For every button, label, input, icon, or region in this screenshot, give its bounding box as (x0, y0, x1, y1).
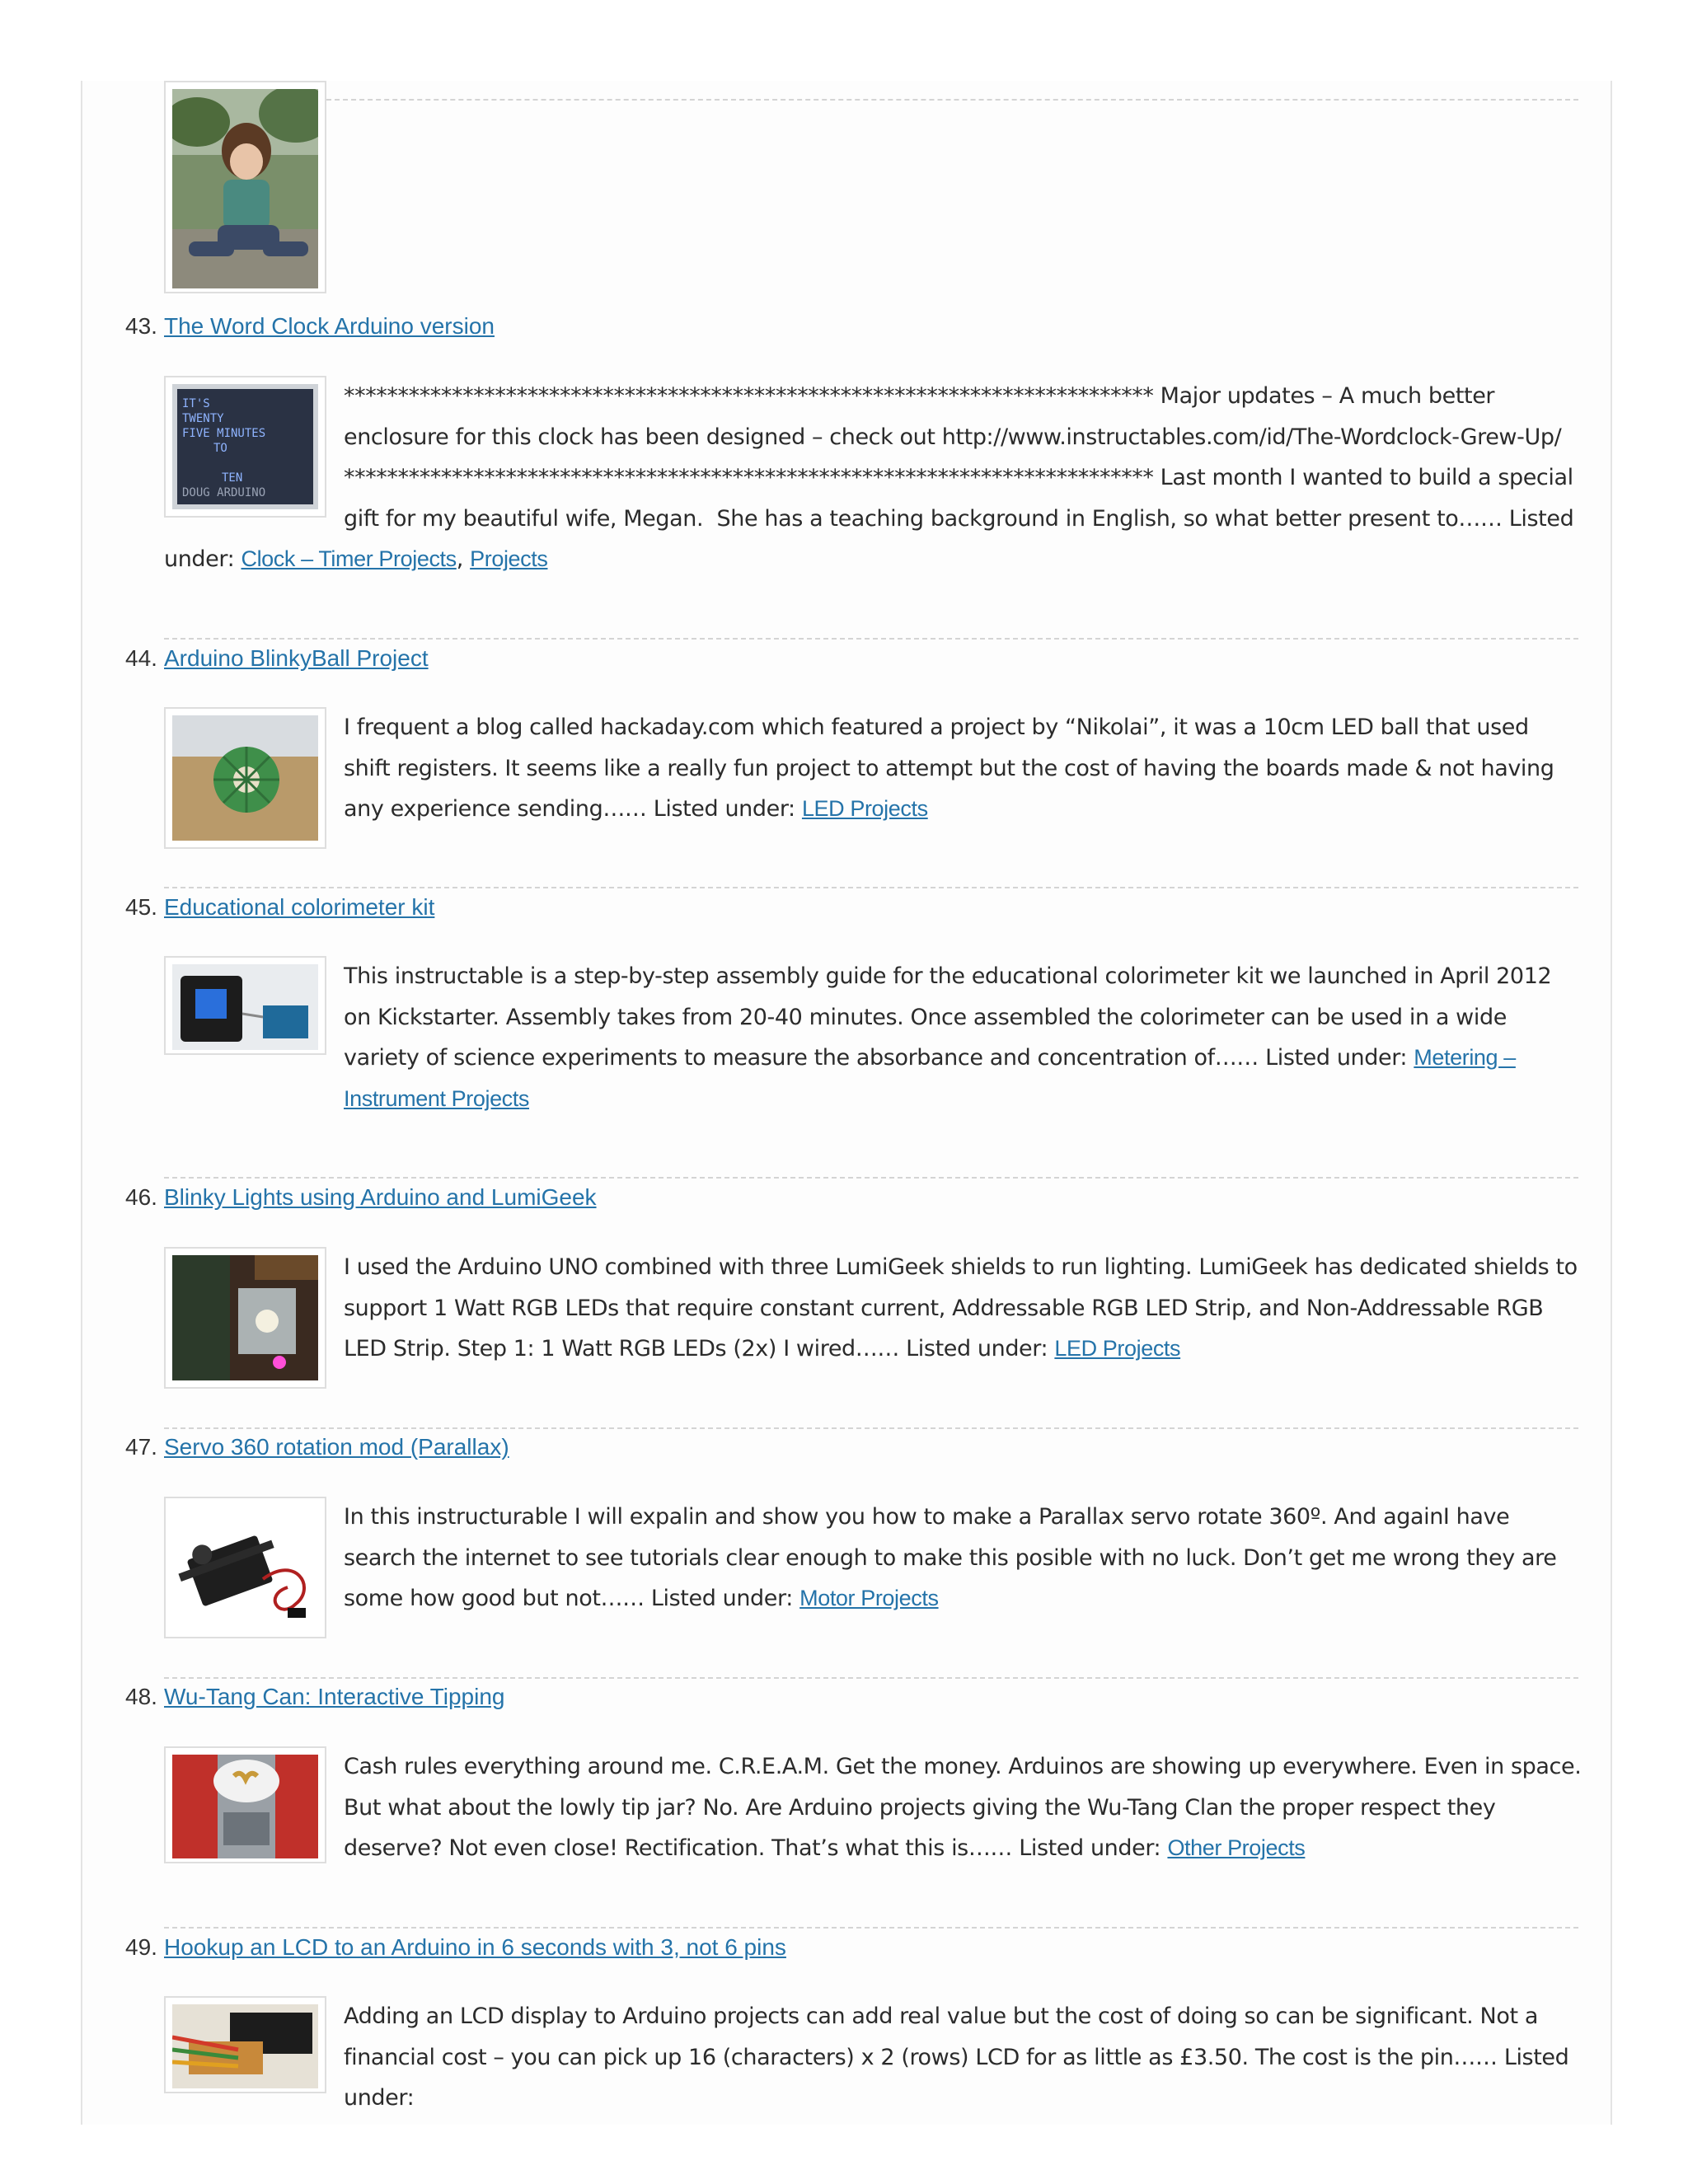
category-link[interactable]: Motor Projects (799, 1586, 939, 1610)
entry-number: 46. (125, 1184, 157, 1210)
separator-line (164, 887, 1578, 888)
separator-line (164, 1677, 1578, 1679)
entry-description: Cash rules everything around me. C.R.E.A.M. Get the money. Arduinos are showing up everywhere. Even in space. But what about the lowly tip jar? No. Are Arduino projects giving the Wu-Tang Clan the proper respect they deserve? Not even close! Rectification. That’s what this is…… Listed under: Other Projects (344, 1754, 1582, 1861)
entry-number: 48. (125, 1684, 157, 1709)
category-link[interactable]: LED Projects (1054, 1336, 1181, 1361)
category-link[interactable]: LED Projects (801, 796, 928, 821)
entry-title-link[interactable]: Wu-Tang Can: Interactive Tipping (164, 1684, 505, 1709)
svg-text:TWENTY: TWENTY (182, 412, 224, 425)
separator-line (164, 638, 1578, 640)
svg-text:DOUG ARDUINO: DOUG ARDUINO (182, 486, 266, 499)
separator-line (164, 1927, 1578, 1929)
category-link[interactable]: Clock – Timer Projects (241, 546, 457, 571)
entry-title-link[interactable]: Blinky Lights using Arduino and LumiGeek (164, 1184, 597, 1210)
entry-description: *************************************************************************** Major updates – A much better enclosure for this clock has been designed – check out http://www.instructables.com/id/The-Wordclock-Grew-Up/ *************************************************************************** Last month I wanted to build a special gift for my beautiful wife, Megan. She has a teaching background in English, so what better present to…… Listed under: Clock – Timer Projects, Projects (164, 383, 1574, 572)
entry-number: 49. (125, 1934, 157, 1960)
entry-description: In this instructurable I will expalin and show you how to make a Parallax servo rotate 360º. And againI have search the internet to see tutorials clear enough to make this posible with no luck. Don’t get me wrong they are some how good but not…… Listed under: Motor Projects (344, 1504, 1557, 1611)
entry-title-link[interactable]: Arduino BlinkyBall Project (164, 645, 429, 671)
previous-entry-thumbnail[interactable] (164, 81, 326, 293)
entry-description: I used the Arduino UNO combined with three LumiGeek shields to run lighting. LumiGeek has dedicated shields to support 1 Watt RGB LEDs that require constant current, Addressable RGB LED Strip, and Non-Addressable RGB LED Strip. Step 1: 1 Watt RGB LEDs (2x) I wired…… Listed under: LED Projects (344, 1254, 1578, 1361)
entry-title-link[interactable]: Servo 360 rotation mod (Parallax) (164, 1434, 509, 1460)
category-link[interactable]: Metering – Instrument Projects (344, 1045, 1516, 1111)
separator-line (164, 1427, 1578, 1429)
svg-text:TO: TO (213, 442, 227, 455)
entry-number: 44. (125, 645, 157, 671)
svg-text:FIVE MINUTES: FIVE MINUTES (182, 427, 266, 440)
category-link[interactable]: Projects (470, 546, 548, 571)
entry-number: 45. (125, 894, 157, 920)
entry-description: Adding an LCD display to Arduino projects can add real value but the cost of doing so can be significant. Not a financial cost – you can pick up 16 (characters) x 2 (rows) LCD for as little as £3.50. The cost is the pin…… Listed under: (344, 2004, 1569, 2111)
entry-description: I frequent a blog called hackaday.com which featured a project by “Nikolai”, it was a 10cm LED ball that used shift registers. It seems like a really fun project to attempt but the cost of having the boards made & not having any experience sending…… Listed under: LED Projects (344, 715, 1554, 822)
entry-title-link[interactable]: Educational colorimeter kit (164, 894, 435, 920)
entry-number: 43. (125, 313, 157, 339)
entry-description: This instructable is a step-by-step assembly guide for the educational colorimeter kit we launched in April 2012 on Kickstarter. Assembly takes from 20-40 minutes. Once assembled the colorimeter can be used in a wide variety of science experiments to measure the absorbance and concentration of…… Listed under: Metering – Instrument Projects (344, 963, 1552, 1111)
entry-title-link[interactable]: Hookup an LCD to an Arduino in 6 seconds with 3, not 6 pins (164, 1934, 786, 1960)
doll-photo-icon (172, 89, 318, 288)
entry-number: 47. (125, 1434, 157, 1460)
svg-text:TEN: TEN (222, 471, 243, 485)
separator-line (326, 99, 1578, 101)
separator-line (164, 1177, 1578, 1179)
svg-text:IT'S: IT'S (182, 397, 210, 410)
category-link[interactable]: Other Projects (1167, 1835, 1306, 1860)
entry-title-link[interactable]: The Word Clock Arduino version (164, 313, 495, 339)
